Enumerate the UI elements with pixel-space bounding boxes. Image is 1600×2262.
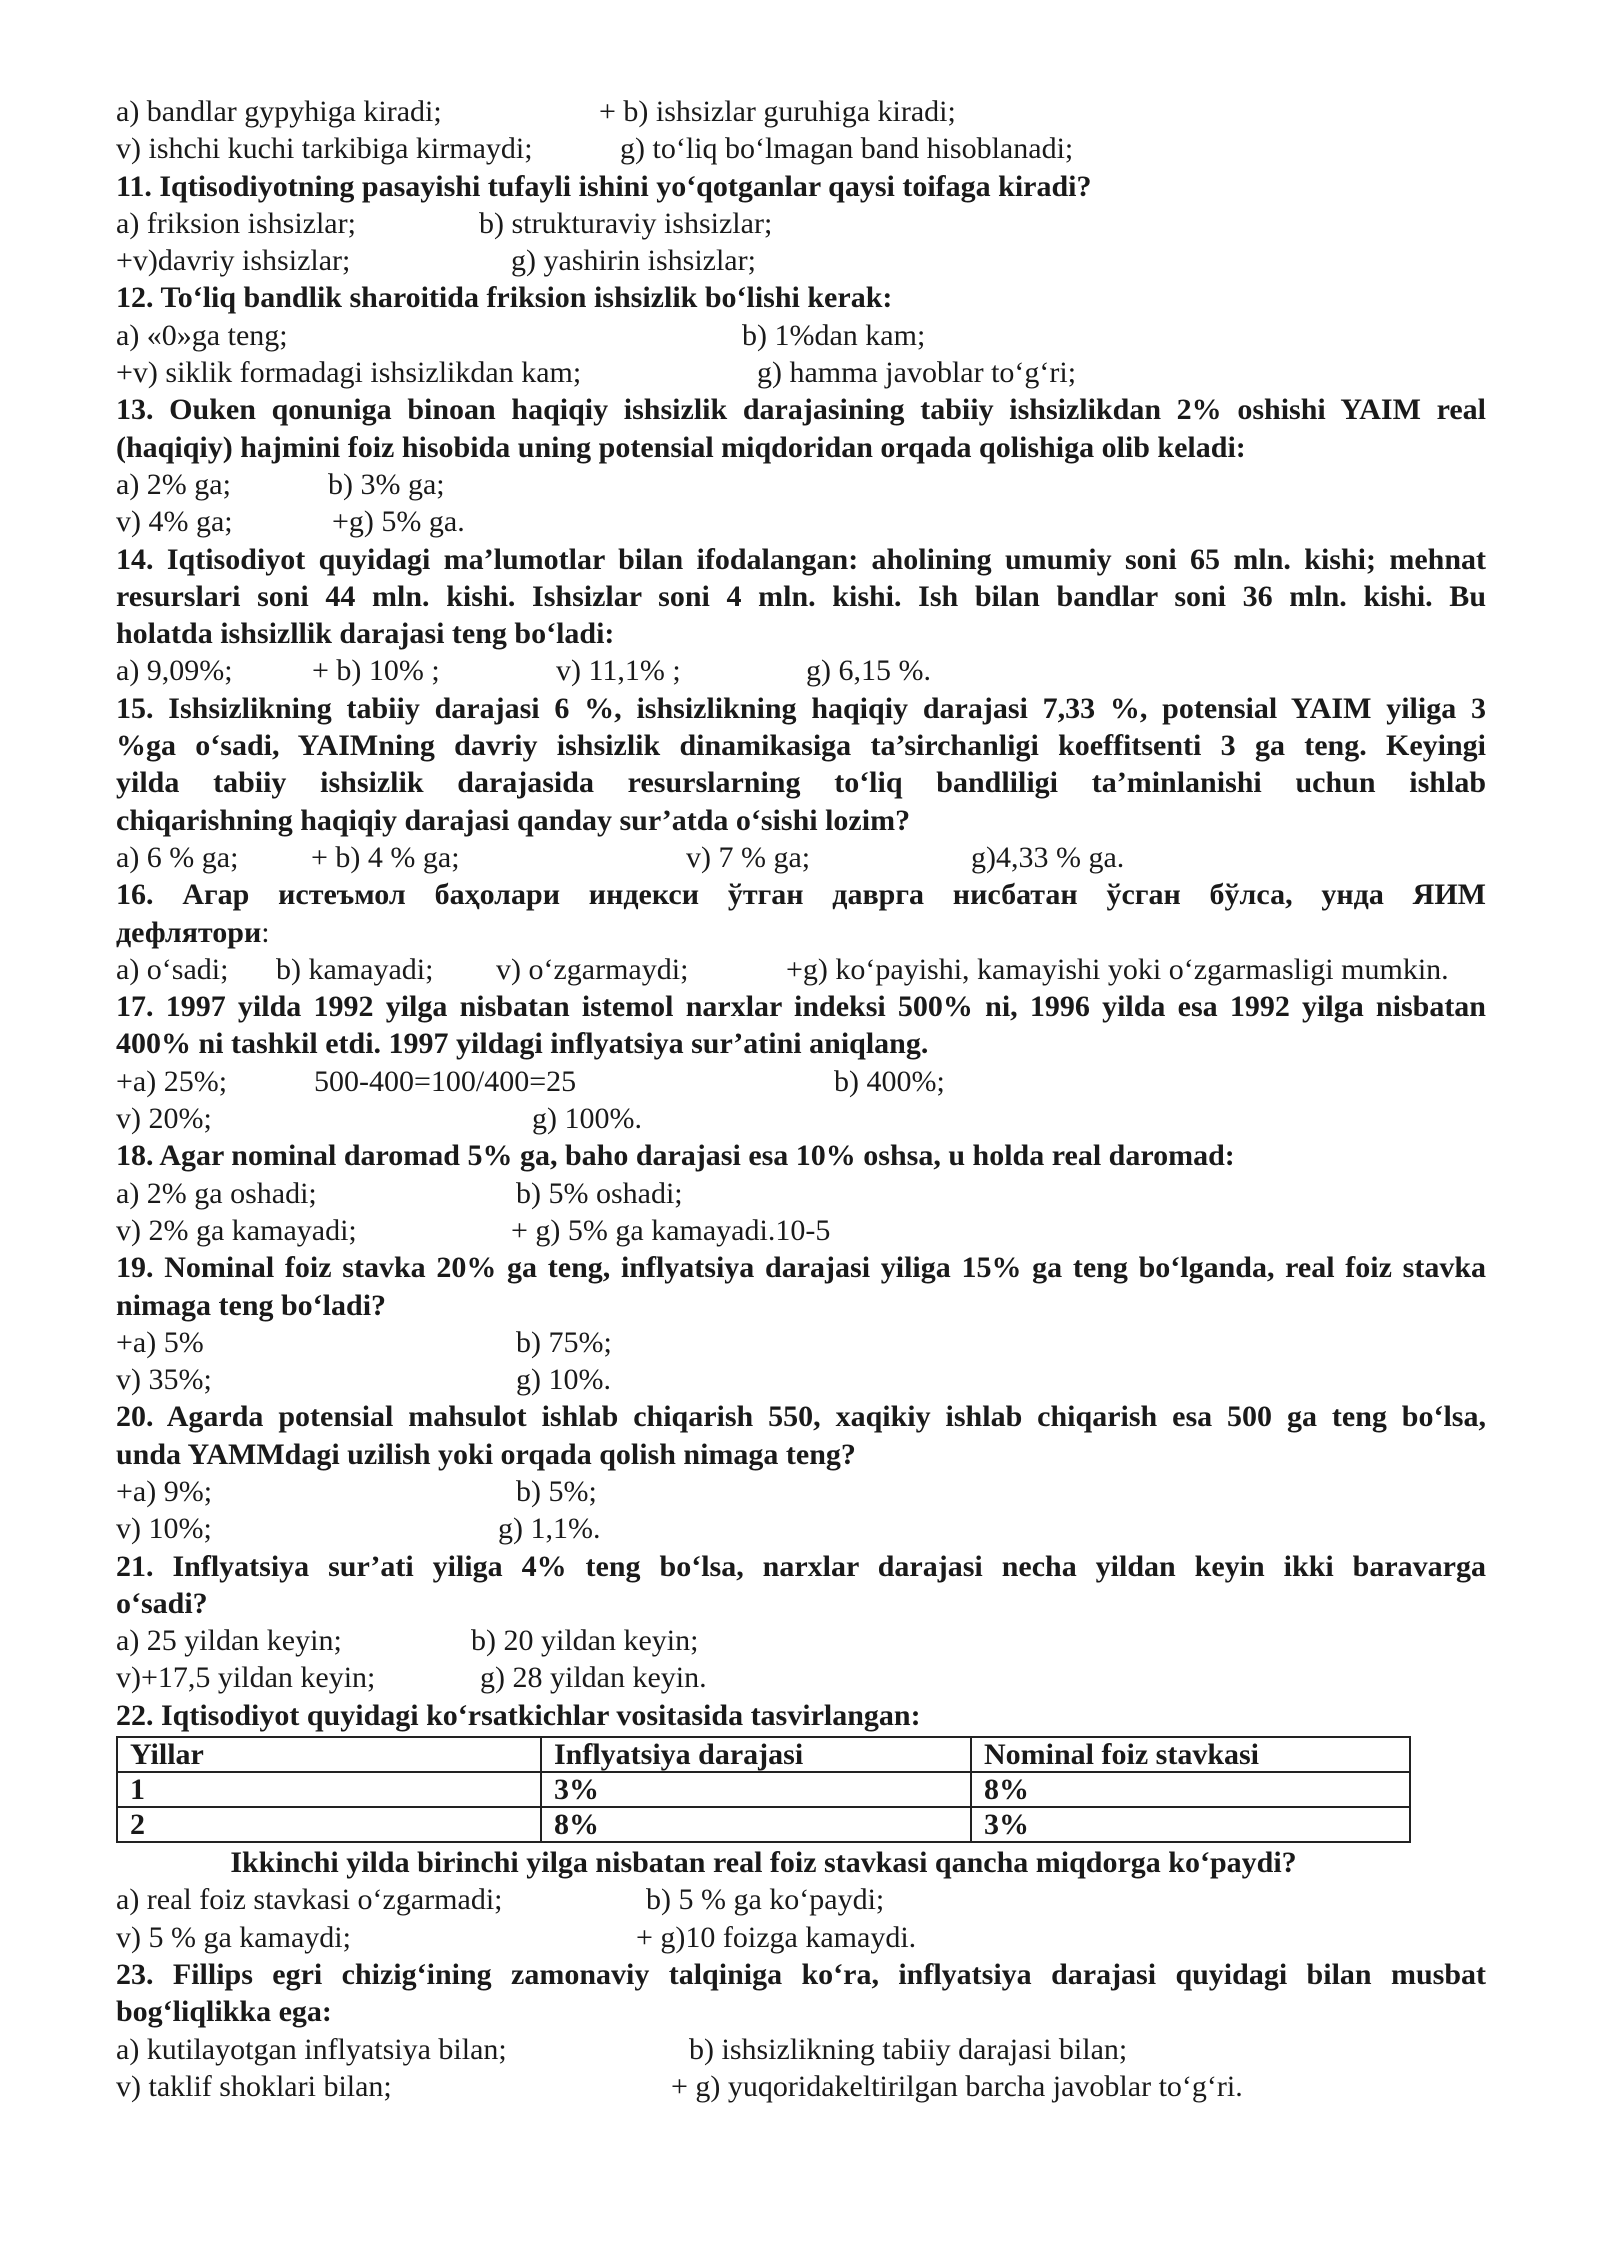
- option-a: a) friksion ishsizlar;: [116, 206, 356, 240]
- option-b: b) 20 yildan keyin;: [471, 1624, 699, 1658]
- option-a: +a) 25%;: [116, 1064, 228, 1098]
- question-23-line: bog‘liqlikka ega:: [116, 1995, 332, 2029]
- option-a: a) 6 % ga;: [116, 840, 239, 874]
- option-b: b) strukturaviy ishsizlar;: [479, 206, 773, 240]
- question-15-line: %ga o‘sadi, YAIMning davriy ishsizlik dinamikasiga ta’sirchanligi koeffitsenti 3 ga teng. Keyingi: [116, 729, 1486, 763]
- option-a: a) bandlar gypyhiga kiradi;: [116, 95, 442, 128]
- option-a: a) 25 yildan keyin;: [116, 1624, 342, 1658]
- option-v: v) 7 % ga;: [686, 840, 811, 874]
- option-g: + g) 5% ga kamayadi.10-5: [511, 1213, 831, 1247]
- option-v: v) 2% ga kamayadi;: [116, 1213, 357, 1247]
- question-16-line: 16. Агар истеъмол баҳолари индекси ўтган даврга нисбатан ўсган бўлса, унда ЯИМ: [116, 878, 1486, 912]
- option-line: [116, 1324, 1486, 1361]
- option-line: [116, 652, 1486, 689]
- option-line: [116, 93, 1486, 130]
- option-a: a) «0»ga teng;: [116, 318, 288, 352]
- question-19-line: 19. Nominal foiz stavka 20% ga teng, inflyatsiya darajasi yiliga 15% ga teng bo‘lganda, real foiz stavka: [116, 1251, 1486, 1285]
- option-line: [116, 317, 1486, 354]
- option-line: [116, 503, 1486, 540]
- question-11: 11. Iqtisodiyotning pasayishi tufayli ishini yo‘qotganlar qaysi toifaga kiradi?: [116, 169, 1092, 203]
- option-b: b) 5 % ga ko‘paydi;: [646, 1883, 885, 1917]
- question-14-line: resurslari soni 44 mln. kishi. Ishsizlar soni 4 mln. kishi. Ish bilan bandlar soni 36 mln. kishi. Bu: [116, 579, 1486, 613]
- option-line: [116, 1175, 1486, 1212]
- question-22: 22. Iqtisodiyot quyidagi ko‘rsatkichlar vositasida tasvirlangan:: [116, 1698, 921, 1732]
- option-g: g) 28 yildan keyin.: [480, 1661, 707, 1695]
- option-line: [116, 1361, 1486, 1398]
- option-a: +a) 5%: [116, 1325, 204, 1359]
- option-b: + b) 10% ;: [312, 654, 440, 688]
- question-15-line: chiqarishning haqiqiy darajasi qanday sur’atda o‘sishi lozim?: [116, 803, 911, 837]
- option-v: +v) siklik formadagi ishsizlikdan kam;: [116, 356, 582, 390]
- option-line: [116, 205, 1486, 242]
- option-v: +v)davriy ishsizlar;: [116, 244, 351, 278]
- question-16-line: [116, 914, 1486, 951]
- option-b: b) 75%;: [516, 1325, 612, 1359]
- option-line: [116, 1212, 1486, 1249]
- option-g: +g) ko‘payishi, kamayishi yoki o‘zgarmasligi mumkin.: [786, 952, 1449, 986]
- solution-note: 500-400=100/400=25: [314, 1064, 577, 1098]
- option-b: + b) 4 % ga;: [311, 840, 460, 874]
- table-cell: 3%: [971, 1807, 1410, 1842]
- table-cell: 3%: [541, 1772, 971, 1807]
- option-v: v) taklif shoklari bilan;: [116, 2069, 392, 2103]
- option-a: a) real foiz stavkasi o‘zgarmadi;: [116, 1883, 503, 1917]
- option-g: g) to‘liq bo‘lmagan band hisoblanadi;: [620, 132, 1074, 166]
- table-header-cell: Nominal foiz stavkasi: [971, 1737, 1410, 1772]
- option-a: a) 2% ga oshadi;: [116, 1176, 317, 1210]
- option-g: g) 6,15 %.: [806, 654, 931, 688]
- question-23-line: 23. Fillips egri chizig‘ining zamonaviy talqiniga ko‘ra, inflyatsiya darajasi quyidagi bilan musbat: [116, 1957, 1486, 1991]
- option-a: a) 9,09%;: [116, 654, 233, 688]
- question-20-line: unda YAMMdagi uzilish yoki orqada qolish nimaga teng?: [116, 1437, 856, 1471]
- question-19-line: nimaga teng bo‘ladi?: [116, 1288, 387, 1322]
- option-line: [116, 466, 1486, 503]
- option-v: v) 5 % ga kamaydi;: [116, 1920, 351, 1954]
- table-cell: 8%: [971, 1772, 1410, 1807]
- question-20-line: 20. Agarda potensial mahsulot ishlab chiqarish 550, xaqikiy ishlab chiqarish esa 500 ga teng bo‘lsa,: [116, 1400, 1486, 1434]
- option-g: + g) yuqoridakeltirilgan barcha javoblar to‘g‘ri.: [671, 2069, 1243, 2103]
- option-v: v) 4% ga;: [116, 505, 233, 539]
- option-line: [116, 1473, 1486, 1510]
- option-a: a) o‘sadi;: [116, 952, 229, 986]
- option-line: [116, 1659, 1486, 1696]
- option-v: v) 20%;: [116, 1102, 212, 1136]
- option-line: [116, 1063, 1486, 1100]
- option-v: v) o‘zgarmaydi;: [496, 952, 689, 986]
- option-line: [116, 951, 1486, 988]
- question-21-line: 21. Inflyatsiya sur’ati yiliga 4% teng bo‘lsa, narxlar darajasi necha yildan keyin ikki baravarga: [116, 1549, 1486, 1583]
- option-g: g)4,33 % ga.: [971, 840, 1125, 874]
- option-g: + g)10 foizga kamaydi.: [636, 1920, 917, 1954]
- option-g: g) hamma javoblar to‘g‘ri;: [757, 356, 1077, 390]
- option-b: b) 5% oshadi;: [516, 1176, 683, 1210]
- option-line: [116, 130, 1486, 167]
- question-14-line: 14. Iqtisodiyot quyidagi ma’lumotlar bilan ifodalangan: aholining umumiy soni 65 mln. kishi; mehnat: [116, 542, 1486, 576]
- option-line: [116, 2068, 1486, 2105]
- question-17-line: 400% ni tashkil etdi. 1997 yildagi inflyatsiya sur’atini aniqlang.: [116, 1027, 929, 1061]
- option-g: g) 10%.: [516, 1363, 611, 1397]
- option-line: [116, 839, 1486, 876]
- question-15-line: 15. Ishsizlikning tabiiy darajasi 6 %, ishsizlikning haqiqiy darajasi 7,33 %, potensial YAIM yiliga 3: [116, 691, 1486, 725]
- question-18: 18. Agar nominal daromad 5% ga, baho darajasi esa 10% oshsa, u holda real daromad:: [116, 1139, 1235, 1173]
- question-14-line: holatda ishsizllik darajasi teng bo‘ladi:: [116, 617, 615, 651]
- option-b: b) ishsizlikning tabiiy darajasi bilan;: [689, 2032, 1128, 2066]
- option-g: +g) 5% ga.: [332, 505, 465, 539]
- question-21-line: o‘sadi?: [116, 1586, 208, 1620]
- question-15-line: yilda tabiiy ishsizlik darajasida resurslarning to‘liq bandliligi ta’minlanishi uchun ishlab: [116, 766, 1486, 800]
- table-header-cell: Inflyatsiya darajasi: [541, 1737, 971, 1772]
- table-cell: 1: [117, 1772, 541, 1807]
- option-b: b) 400%;: [834, 1064, 945, 1098]
- table-cell: 8%: [541, 1807, 971, 1842]
- option-b: b) 1%dan kam;: [742, 318, 926, 352]
- question-17-line: 17. 1997 yilda 1992 yilga nisbatan istemol narxlar indeksi 500% ni, 1996 yilda esa 1992 yilga nisbatan: [116, 990, 1486, 1024]
- option-line: [116, 1510, 1486, 1547]
- colon: :: [261, 915, 270, 949]
- table-row: [117, 1772, 1410, 1807]
- question-13-line: 13. Ouken qonuniga binoan haqiqiy ishsizlik darajasining tabiiy ishsizlikdan 2% oshishi YAIM real: [116, 393, 1486, 427]
- option-line: [116, 1881, 1486, 1918]
- option-line: [116, 1100, 1486, 1137]
- question-22-prompt: Ikkinchi yilda birinchi yilga nisbatan real foiz stavkasi qancha miqdorga ko‘paydi?: [230, 1846, 1297, 1880]
- option-b: b) 3% ga;: [328, 467, 445, 501]
- option-g: g) yashirin ishsizlar;: [511, 244, 756, 278]
- option-a: a) 2% ga;: [116, 467, 231, 501]
- data-table: [116, 1736, 1411, 1843]
- option-g: g) 1,1%.: [498, 1512, 601, 1546]
- question-16-term: дефлятори: [116, 915, 262, 949]
- option-g: g) 100%.: [532, 1102, 642, 1136]
- option-a: +a) 9%;: [116, 1474, 213, 1508]
- option-v: v) 10%;: [116, 1512, 212, 1546]
- table-header-row: [117, 1737, 1410, 1772]
- option-line: [116, 1919, 1486, 1956]
- table-row: [117, 1807, 1410, 1842]
- option-b: + b) ishsizlar guruhiga kiradi;: [599, 95, 956, 128]
- table-header-cell: Yillar: [117, 1737, 541, 1772]
- option-v: v) 11,1% ;: [556, 654, 681, 688]
- document-page: [116, 93, 1486, 2105]
- question-13-line: (haqiqiy) hajmini foiz hisobida uning potensial miqdoridan orqada qolishiga olib keladi:: [116, 430, 1246, 464]
- option-v: v) 35%;: [116, 1363, 212, 1397]
- table-cell: 2: [117, 1807, 541, 1842]
- question-12: 12. To‘liq bandlik sharoitida friksion ishsizlik bo‘lishi kerak:: [116, 281, 893, 315]
- option-a: a) kutilayotgan inflyatsiya bilan;: [116, 2032, 507, 2066]
- option-v: v)+17,5 yildan keyin;: [116, 1661, 376, 1695]
- option-line: [116, 242, 1486, 279]
- option-line: [116, 2031, 1486, 2068]
- option-line: [116, 354, 1486, 391]
- option-v: v) ishchi kuchi tarkibiga kirmaydi;: [116, 132, 533, 166]
- option-b: b) kamayadi;: [276, 952, 434, 986]
- option-line: [116, 1622, 1486, 1659]
- option-b: b) 5%;: [516, 1474, 597, 1508]
